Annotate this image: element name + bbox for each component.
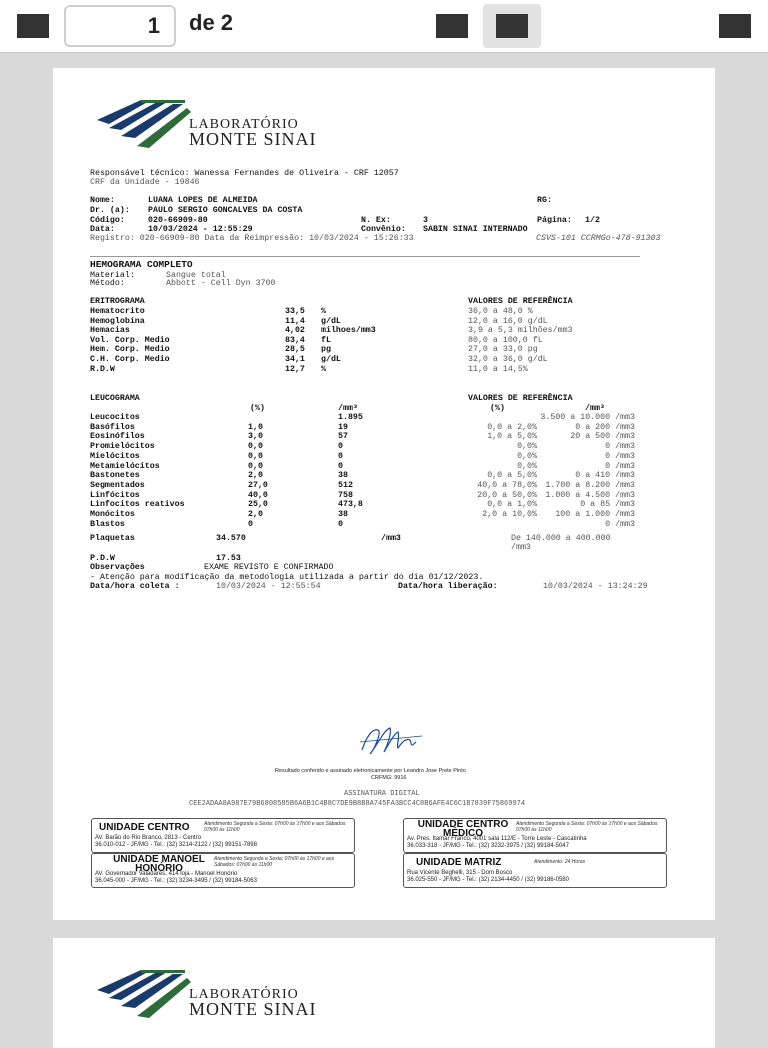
material-value: Sangue total xyxy=(166,271,226,280)
unit-hours: Atendimento Segunda a Sexta: 07h00 às 17h00 e aos Sábados: 07h00 às 11h00 xyxy=(204,821,347,833)
document-page-1 xyxy=(53,68,715,920)
metodo-label: Método: xyxy=(90,279,125,288)
leucograma-name: Eosinófilos xyxy=(90,432,145,442)
eritrograma-value: 12,7 xyxy=(285,364,305,374)
leucograma-name: Linfócitos xyxy=(90,490,140,500)
page-count-label: de 2 xyxy=(189,10,234,35)
material-label: Material: xyxy=(90,271,135,280)
unit-address: AV. Governador Valadares, 414 loja - Manoel Honório xyxy=(95,871,238,877)
leucograma-ref-pct: 0,0 a 5,0% xyxy=(487,471,537,481)
data-value: 10/03/2024 - 12:55:29 xyxy=(148,225,253,234)
sidebar-toggle-button[interactable] xyxy=(17,14,49,38)
unit-manoel-honorio-box xyxy=(91,853,355,888)
header-divider xyxy=(90,256,640,257)
unit-phone: 36.033-318 - JF/MG - Tel.: (32) 3232-3975 / (32) 99184-5047 xyxy=(407,843,569,849)
nome-label: Nome: xyxy=(90,196,115,205)
leucograma-abs: 38 xyxy=(338,510,348,519)
rg-label: RG: xyxy=(537,196,552,205)
lab-logo xyxy=(95,98,335,148)
leucograma-pct: 0 xyxy=(248,519,253,529)
plaquetas-ref-line1: De 140.000 a 400.000 xyxy=(511,534,611,543)
signature-text: Resultado conferido e assinado eletronicamente por Leandro Jose Prete Pinto xyxy=(275,768,466,774)
leucograma-ref-pct: 20,0 a 50,0% xyxy=(477,490,537,500)
eritrograma-unit: % xyxy=(321,307,326,316)
liberacao-label: Data/hora liberação: xyxy=(398,582,498,591)
leucograma-abs: 758 xyxy=(338,490,353,500)
leucograma-name: Metamielócitos xyxy=(90,461,160,471)
eritrograma-name: Hemacias xyxy=(90,326,130,336)
leucograma-title: LEUCOGRAMA xyxy=(90,394,140,403)
leucograma-ref-abs: 0 a 200 /mm3 xyxy=(575,422,635,432)
leucograma-pct: 3,0 xyxy=(248,432,263,442)
leucograma-ref-abs: 3.500 a 10.000 /mm3 xyxy=(540,413,635,422)
leucograma-pct: 2,0 xyxy=(248,471,263,481)
leucograma-name: Basófilos xyxy=(90,422,135,432)
codigo-value: 020-66909-80 xyxy=(148,216,208,225)
unit-title: UNIDADE CENTRO xyxy=(99,822,190,833)
leucograma-abs: 0 xyxy=(338,442,343,452)
leucograma-pct: 0,0 xyxy=(248,451,263,461)
plaquetas-label: Plaquetas xyxy=(90,534,135,543)
csvs-code: CSVS-101 CCRMGo-478-91303 xyxy=(536,234,661,243)
unit-address: Av. Pres. Itamar Franco, 4001 sala 112/E - Torre Leste - Cascatinha xyxy=(407,836,587,842)
document-page-2 xyxy=(53,938,715,1048)
eritrograma-unit: milhoes/mm3 xyxy=(321,326,376,336)
lab-name-line1: LABORATÓRIO xyxy=(189,987,299,1002)
eritrograma-value: 4,02 xyxy=(285,326,305,336)
leucograma-ref-pct: 0,0 a 1,0% xyxy=(487,500,537,510)
eritrograma-unit: % xyxy=(321,364,326,374)
leucograma-ref-abs: 0 /mm3 xyxy=(605,519,635,529)
leucograma-pct: 27,0 xyxy=(248,480,268,490)
plaquetas-value: 34.570 xyxy=(216,534,246,543)
unit-centro-medico-box xyxy=(403,818,667,853)
leucograma-ref-abs: 0 a 410 /mm3 xyxy=(575,471,635,481)
leucograma-ref-abs: 1.000 a 4.500 /mm3 xyxy=(545,490,635,500)
eritrograma-name: Hematocrito xyxy=(90,307,145,316)
registro-line: Registro: 020-66909-80 Data da Reimpressão: 10/03/2024 - 15:26:33 xyxy=(90,234,414,243)
lab-logo-icon xyxy=(95,98,191,148)
unit-title: UNIDADE MATRIZ xyxy=(416,857,502,868)
patient-name: LUANA LOPES DE ALMEIDA xyxy=(148,196,258,205)
leuco-ref-pct: (%) xyxy=(490,404,505,413)
nex-value: 3 xyxy=(423,216,428,225)
coleta-label: Data/hora coleta : xyxy=(90,582,180,591)
lab-logo xyxy=(95,968,335,1018)
leucograma-ref-abs: 0 /mm3 xyxy=(605,451,635,461)
lab-logo-icon xyxy=(95,968,191,1018)
pagina-label: Página: xyxy=(537,216,572,225)
leucograma-ref-abs: 0 a 85 /mm3 xyxy=(580,500,635,510)
eritrograma-unit: pg xyxy=(321,345,331,355)
leucograma-abs: 38 xyxy=(338,471,348,481)
eritrograma-value: 33,5 xyxy=(285,307,305,316)
exam-title: HEMOGRAMA COMPLETO xyxy=(90,259,193,270)
unit-hours: Atendimento Segunda a Sexta: 07h00 às 17h00 e aos Sábados: 07h00 às 11h00 xyxy=(214,856,335,868)
crf-unidade: CRF da Unidade - 19846 xyxy=(90,178,200,187)
leucograma-name: Segmentados xyxy=(90,480,145,490)
leuco-ref-mm3: /mm³ xyxy=(585,404,605,413)
leucograma-ref-abs: 0 /mm3 xyxy=(605,461,635,471)
unit-phone: 36.010-012 - JF/MG - Tel.: (32) 3214-2122 / (32) 99151-7898 xyxy=(95,842,257,848)
observacoes-text: EXAME REVISTO E CONFIRMADO xyxy=(204,563,334,572)
eritrograma-value: 83,4 xyxy=(285,335,305,345)
eritrograma-name: Hemoglobina xyxy=(90,316,145,326)
eritrograma-unit: g/dL xyxy=(321,316,341,326)
leucograma-pct: 40,0 xyxy=(248,490,268,500)
leuco-col-mm3: /mm³ xyxy=(338,404,358,413)
leucograma-pct: 0,0 xyxy=(248,442,263,452)
leucograma-ref-abs: 20 a 500 /mm3 xyxy=(570,432,635,442)
responsavel-tecnico: Responsável técnico: Wanessa Fernandes de Oliveira - CRF 12057 xyxy=(90,169,399,178)
leucograma-name: Mielócitos xyxy=(90,451,140,461)
observacoes-label: Observações xyxy=(90,563,145,572)
pdw-value: 17.53 xyxy=(216,554,241,563)
eritrograma-ref: 27,0 a 33,0 pg xyxy=(468,345,538,355)
leuco-col-pct: (%) xyxy=(250,404,265,413)
leucograma-ref-pct: 1,0 a 5,0% xyxy=(487,432,537,442)
lab-name-line2: MONTE SINAI xyxy=(189,129,317,149)
unit-address: Rua Vicente Beghelli, 315 - Dom Bosco xyxy=(407,870,513,876)
leucograma-ref-title: VALORES DE REFERÊNCIA xyxy=(468,394,573,403)
doctor-label: Dr. (a): xyxy=(90,206,130,215)
eritrograma-ref: 32,0 a 36,0 g/dL xyxy=(468,355,548,364)
leucograma-name: Leucocitos xyxy=(90,413,140,422)
eritrograma-value: 34,1 xyxy=(285,355,305,364)
plaquetas-ref-line2: /mm3 xyxy=(511,543,531,552)
leucograma-pct: 0,0 xyxy=(248,461,263,471)
nex-label: N. Ex: xyxy=(361,216,391,225)
leucograma-abs: 512 xyxy=(338,480,353,490)
leucograma-abs: 1.895 xyxy=(338,413,363,422)
leucograma-ref-pct: 0,0% xyxy=(517,451,537,461)
leucograma-name: Monócitos xyxy=(90,510,135,519)
leucograma-pct: 1,0 xyxy=(248,422,263,432)
eritrograma-unit: g/dL xyxy=(321,355,341,364)
leucograma-ref-abs: 1.700 a 8.200 /mm3 xyxy=(545,480,635,490)
leucograma-name: Promielócitos xyxy=(90,442,155,452)
plaquetas-unit: /mm3 xyxy=(381,534,401,543)
leucograma-ref-abs: 100 a 1.000 /mm3 xyxy=(555,510,635,519)
leucograma-pct: 25,0 xyxy=(248,500,268,510)
pdw-label: P.D.W xyxy=(90,554,115,563)
eritrograma-value: 28,5 xyxy=(285,345,305,355)
unit-title: UNIDADE CENTRO MÉDICO xyxy=(417,819,509,839)
eritrograma-name: R.D.W xyxy=(90,364,115,374)
digital-signature-label: ASSINATURA DIGITAL xyxy=(344,790,420,798)
pagina-value: 1/2 xyxy=(585,216,600,225)
unit-hours: Atendimento Segunda a Sexta: 07h00 às 17h00 e aos Sábados: 07h00 às 11h00 xyxy=(516,821,659,833)
coleta-value: 10/03/2024 - 12:55:54 xyxy=(216,582,321,591)
leucograma-abs: 57 xyxy=(338,432,348,442)
fit-page-button[interactable] xyxy=(496,14,528,38)
unit-phone: 36.025-550 - JF/MG - Tel.: (32) 2134-4450 / (32) 99186-0580 xyxy=(407,877,569,883)
leucograma-ref-abs: 0 /mm3 xyxy=(605,442,635,452)
eritrograma-name: Vol. Corp. Medio xyxy=(90,335,170,345)
page-number-input[interactable]: 1 xyxy=(64,5,176,47)
leucograma-abs: 0 xyxy=(338,451,343,461)
eritrograma-ref: 11,0 a 14,5% xyxy=(468,364,528,374)
leucograma-ref-pct: 2,0 a 10,0% xyxy=(482,510,537,519)
unit-address: AV. Barão do Rio Branco, 2813 - Centro xyxy=(95,835,202,841)
eritrograma-unit: fL xyxy=(321,335,331,345)
convenio-value: SABIN SINAI INTERNADO xyxy=(423,225,528,234)
pdf-toolbar xyxy=(0,0,768,53)
leucograma-abs: 0 xyxy=(338,461,343,471)
data-label: Data: xyxy=(90,225,115,234)
unit-matriz-box xyxy=(403,853,667,888)
eritrograma-ref: 12,0 a 16,0 g/dL xyxy=(468,316,548,326)
eritrograma-ref: 3,9 a 5,3 milhões/mm3 xyxy=(468,326,573,336)
digital-signature-hash: CEE2ADAA8A987E79B6808585B6A6B1C4B8C7DE9B8B8A745FA3BCC4C8B6AFE4C6C1B7839F75869974 xyxy=(189,800,526,808)
doctor-name: PAULO SERGIO GONCALVES DA COSTA xyxy=(148,206,303,215)
eritrograma-ref-title: VALORES DE REFERÊNCIA xyxy=(468,297,573,306)
signature-icon xyxy=(356,720,426,760)
metodo-value: Abbott - Cell Dyn 3700 xyxy=(166,279,276,288)
eritrograma-title: ERITROGRAMA xyxy=(90,297,145,306)
unit-title: UNIDADE MANOEL HONÓRIO xyxy=(113,854,205,874)
unit-centro-box xyxy=(91,818,355,853)
leucograma-abs: 0 xyxy=(338,519,343,529)
eritrograma-name: C.H. Corp. Medio xyxy=(90,355,170,364)
leucograma-abs: 19 xyxy=(338,422,348,432)
leucograma-ref-pct: 0,0% xyxy=(517,461,537,471)
leucograma-name: Bastonetes xyxy=(90,471,140,481)
signature-crf: CRFMG: 9916 xyxy=(371,775,407,781)
observacoes-note: - Atenção para modificação da metodologia utilizada a partir do dia 01/12/2023. xyxy=(90,573,484,582)
leucograma-ref-pct: 0,0% xyxy=(517,442,537,452)
leucograma-name: Linfocitos reativos xyxy=(90,500,185,510)
leucograma-name: Blastos xyxy=(90,519,125,529)
leucograma-abs: 473,8 xyxy=(338,500,363,510)
leucograma-ref-pct: 0,0 a 2,0% xyxy=(487,422,537,432)
zoom-out-button[interactable] xyxy=(436,14,468,38)
unit-hours: Atendimento: 24 Horas xyxy=(534,859,586,865)
leucograma-pct: 2,0 xyxy=(248,510,263,519)
menu-button[interactable] xyxy=(719,14,751,38)
codigo-label: Código: xyxy=(90,216,125,225)
lab-name-line1: LABORATÓRIO xyxy=(189,117,299,132)
eritrograma-value: 11,4 xyxy=(285,316,305,326)
convenio-label: Convênio: xyxy=(361,225,406,234)
unit-phone: 36.045-000 - JF/MG - Tel.: (32) 3234-3495 / (32) 99184-5063 xyxy=(95,878,257,884)
liberacao-value: 10/03/2024 - 13:24:29 xyxy=(543,582,648,591)
eritrograma-name: Hem. Corp. Medio xyxy=(90,345,170,355)
eritrograma-ref: 36,0 a 48,0 % xyxy=(468,307,533,316)
lab-name-line2: MONTE SINAI xyxy=(189,999,317,1019)
eritrograma-ref: 80,0 a 100,0 fL xyxy=(468,335,543,345)
leucograma-ref-pct: 40,0 a 78,0% xyxy=(477,480,537,490)
